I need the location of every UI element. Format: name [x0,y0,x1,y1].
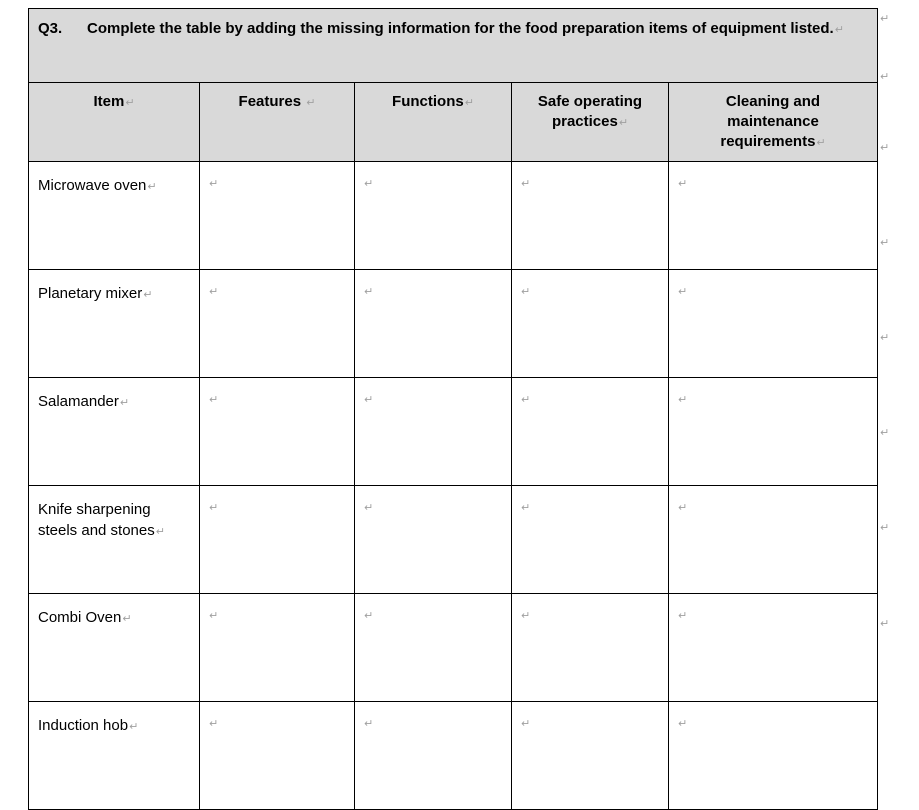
features-cell[interactable] [200,270,355,378]
column-header-cleaning-maintenance: Cleaning and maintenance requirements↵ [669,83,878,162]
item-name: Knife sharpening steels and stones [38,501,155,539]
equipment-table [28,8,878,810]
question-row [29,9,878,83]
safe-operating-practices-cell[interactable] [512,594,669,702]
paragraph-mark-icon: ↵ [521,178,531,190]
row-end-mark-icon: ↵ [880,522,890,534]
paragraph-mark-icon: ↵ [209,178,219,190]
item-name: Combi Oven [38,609,122,626]
column-header-safe-operating-practices: Safe operating practices↵ [512,83,669,162]
question-number: Q3. [38,20,63,37]
functions-cell[interactable] [355,378,512,486]
item-name: Salamander [38,393,119,410]
functions-cell[interactable] [355,162,512,270]
paragraph-mark-icon: ↵ [364,178,374,190]
paragraph-mark-icon: ↵ [834,24,844,36]
row-end-mark-icon: ↵ [880,237,890,249]
row-end-mark-icon: ↵ [880,142,890,154]
item-cell [29,702,200,810]
table-body [29,162,878,810]
column-header-item: Item↵ [29,83,200,162]
question-text: Complete the table by adding the missing information for the food preparation items of equipment listed.↵ [87,20,844,37]
paragraph-mark-icon: ↵ [209,394,219,406]
cleaning-maintenance-cell[interactable] [669,162,878,270]
row-end-mark-icon: ↵ [880,618,890,630]
paragraph-mark-icon: ↵ [678,718,688,730]
item-cell [29,378,200,486]
paragraph-mark-icon: ↵ [816,137,826,149]
paragraph-mark-icon: ↵ [464,97,474,109]
item-name: Induction hob [38,717,129,734]
paragraph-mark-icon: ↵ [521,286,531,298]
paragraph-mark-icon: ↵ [209,502,219,514]
cleaning-maintenance-cell[interactable] [669,594,878,702]
paragraph-mark-icon: ↵ [364,718,374,730]
cleaning-maintenance-cell[interactable] [669,378,878,486]
question-cell [29,9,878,83]
paragraph-mark-icon: ↵ [155,526,165,538]
item-cell [29,270,200,378]
cleaning-maintenance-cell[interactable] [669,486,878,594]
paragraph-mark-icon: ↵ [129,721,139,733]
cleaning-maintenance-cell[interactable] [669,270,878,378]
item-cell [29,162,200,270]
row-end-mark-icon: ↵ [880,332,890,344]
safe-operating-practices-cell[interactable] [512,162,669,270]
paragraph-mark-icon: ↵ [521,718,531,730]
paragraph-mark-icon: ↵ [147,181,157,193]
paragraph-mark-icon: ↵ [209,286,219,298]
table-row [29,486,878,594]
functions-cell[interactable] [355,702,512,810]
paragraph-mark-icon: ↵ [306,97,316,109]
header-row [29,83,878,162]
features-cell[interactable] [200,162,355,270]
item-cell [29,486,200,594]
functions-cell[interactable] [355,594,512,702]
row-end-mark-icon: ↵ [880,71,890,83]
table-row [29,162,878,270]
paragraph-mark-icon: ↵ [364,502,374,514]
row-end-mark-icon: ↵ [880,13,890,25]
paragraph-mark-icon: ↵ [119,397,130,409]
cleaning-maintenance-cell[interactable] [669,702,878,810]
paragraph-mark-icon: ↵ [364,610,374,622]
table-row [29,594,878,702]
paragraph-mark-icon: ↵ [678,394,688,406]
paragraph-mark-icon: ↵ [521,610,531,622]
functions-cell[interactable] [355,486,512,594]
table-row [29,702,878,810]
safe-operating-practices-cell[interactable] [512,378,669,486]
paragraph-mark-icon: ↵ [364,394,374,406]
paragraph-mark-icon: ↵ [678,610,688,622]
safe-operating-practices-cell[interactable] [512,486,669,594]
item-cell [29,594,200,702]
paragraph-mark-icon: ↵ [209,610,219,622]
features-cell[interactable] [200,486,355,594]
item-name: Microwave oven [38,177,147,194]
safe-operating-practices-cell[interactable] [512,270,669,378]
paragraph-mark-icon: ↵ [122,613,132,625]
table-row [29,378,878,486]
column-header-features: Features ↵ [200,83,355,162]
paragraph-mark-icon: ↵ [125,97,135,109]
paragraph-mark-icon: ↵ [618,117,629,129]
paragraph-mark-icon: ↵ [521,502,531,514]
paragraph-mark-icon: ↵ [364,286,374,298]
functions-cell[interactable] [355,270,512,378]
row-end-mark-icon: ↵ [880,427,890,439]
features-cell[interactable] [200,594,355,702]
paragraph-mark-icon: ↵ [209,718,219,730]
paragraph-mark-icon: ↵ [678,286,688,298]
paragraph-mark-icon: ↵ [678,502,688,514]
paragraph-mark-icon: ↵ [521,394,531,406]
column-header-functions: Functions↵ [355,83,512,162]
features-cell[interactable] [200,702,355,810]
paragraph-mark-icon: ↵ [678,178,688,190]
paragraph-mark-icon: ↵ [143,289,153,301]
safe-operating-practices-cell[interactable] [512,702,669,810]
features-cell[interactable] [200,378,355,486]
item-name: Planetary mixer [38,285,143,302]
table-row [29,270,878,378]
